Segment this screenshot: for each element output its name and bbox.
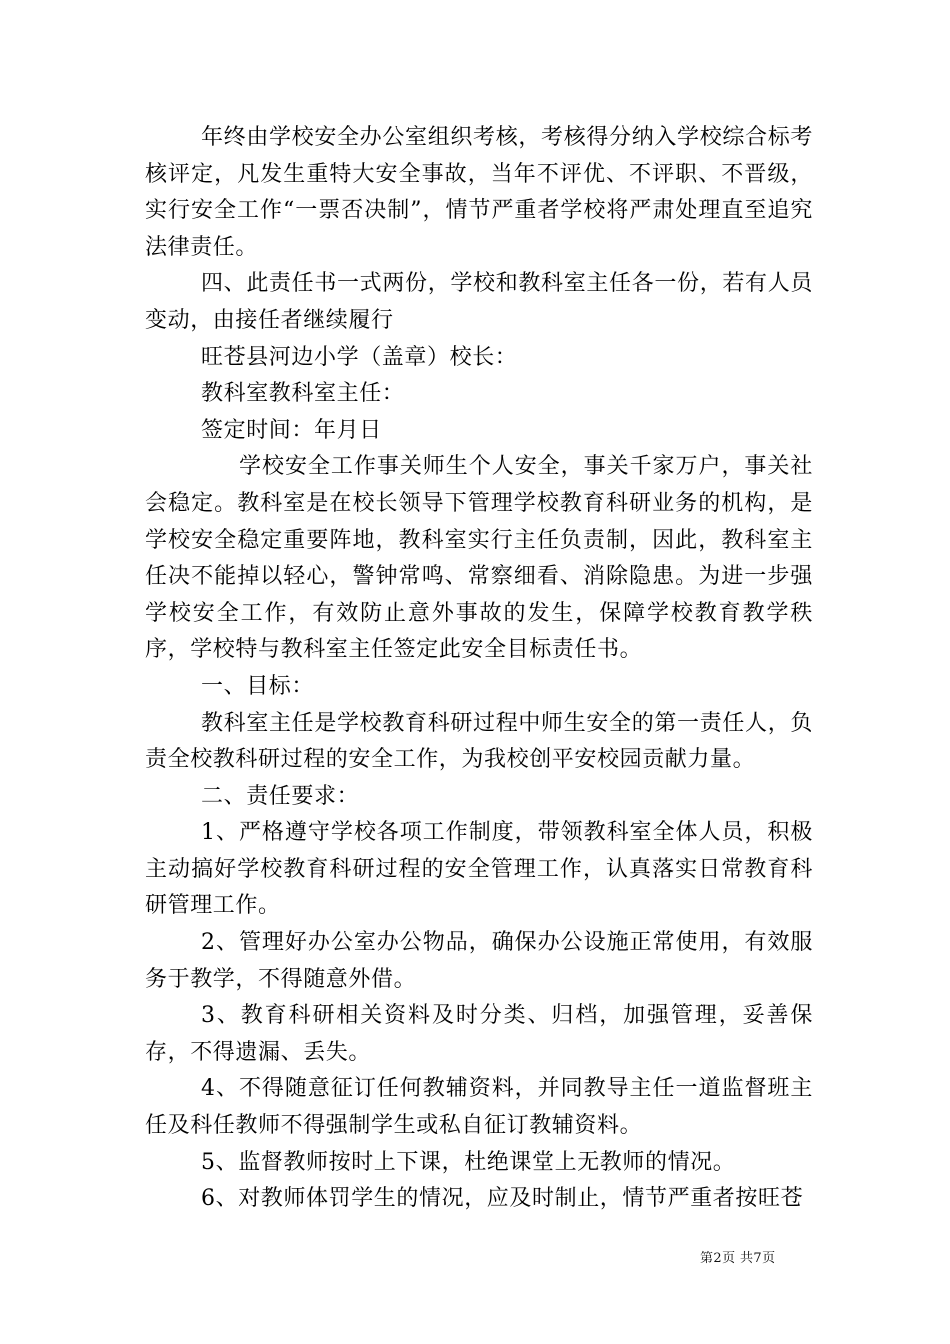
paragraph-section-four: 四、此责任书一式两份，学校和教科室主任各一份，若有人员变动，由接任者继续履行 (145, 271, 813, 333)
heading-requirements: 二、责任要求： (201, 783, 360, 809)
paragraph-assessment: 年终由学校安全办公室组织考核，考核得分纳入学校综合标考核评定，凡发生重特大安全事故，当年不评优、不评职、不晋级，实行安全工作“一票否决制”，情节严重者学校将严肃处理直至追究法律责任。 (145, 125, 813, 260)
signing-date-line: 签定时间：年月日 (201, 417, 382, 443)
document-body (145, 120, 813, 1218)
requirement-item-1: 1、严格遵守学校各项工作制度，带领教科室全体人员，积极主动搞好学校教育科研过程的安全管理工作，认真落实日常教育科研管理工作。 (145, 820, 813, 919)
requirement-item-5: 5、监督教师按时上下课，杜绝课堂上无教师的情况。 (201, 1149, 736, 1175)
requirement-item-2: 2、管理好办公室办公物品，确保办公设施正常使用，有效服务于教学，不得随意外借。 (145, 930, 813, 992)
requirement-item-6: 6、对教师体罚学生的情况，应及时制止，情节严重者按旺苍 (201, 1186, 804, 1212)
heading-goal: 一、目标： (201, 673, 315, 699)
paragraph-intro: 学校安全工作事关师生个人安全，事关千家万户，事关社会稳定。教科室是在校长领导下管理学校教育科研业务的机构，是学校安全稳定重要阵地，教科室实行主任负责制，因此，教科室主任决不能掉以轻心，警钟常鸣、常察细看、消除隐患。为进一步强学校安全工作，有效防止意外事故的发生，保障学校教育教学秩序，学校特与教科室主任签定此安全目标责任书。 (145, 454, 813, 663)
signature-school-line: 旺苍县河边小学（盖章）校长： (201, 344, 518, 370)
requirement-item-4: 4、不得随意征订任何教辅资料，并同教导主任一道监督班主任及科任教师不得强制学生或私自征订教辅资料。 (145, 1076, 813, 1139)
page-number-footer: 第2页 共7页 (700, 1251, 776, 1266)
paragraph-goal: 教科室主任是学校教育科研过程中师生安全的第一责任人，负责全校教科研过程的安全工作，为我校创平安校园贡献力量。 (145, 710, 813, 773)
requirement-item-3: 3、教育科研相关资料及时分类、归档，加强管理，妥善保存，不得遗漏、丢失。 (145, 1003, 813, 1065)
signature-office-line: 教科室教科室主任： (201, 381, 405, 407)
